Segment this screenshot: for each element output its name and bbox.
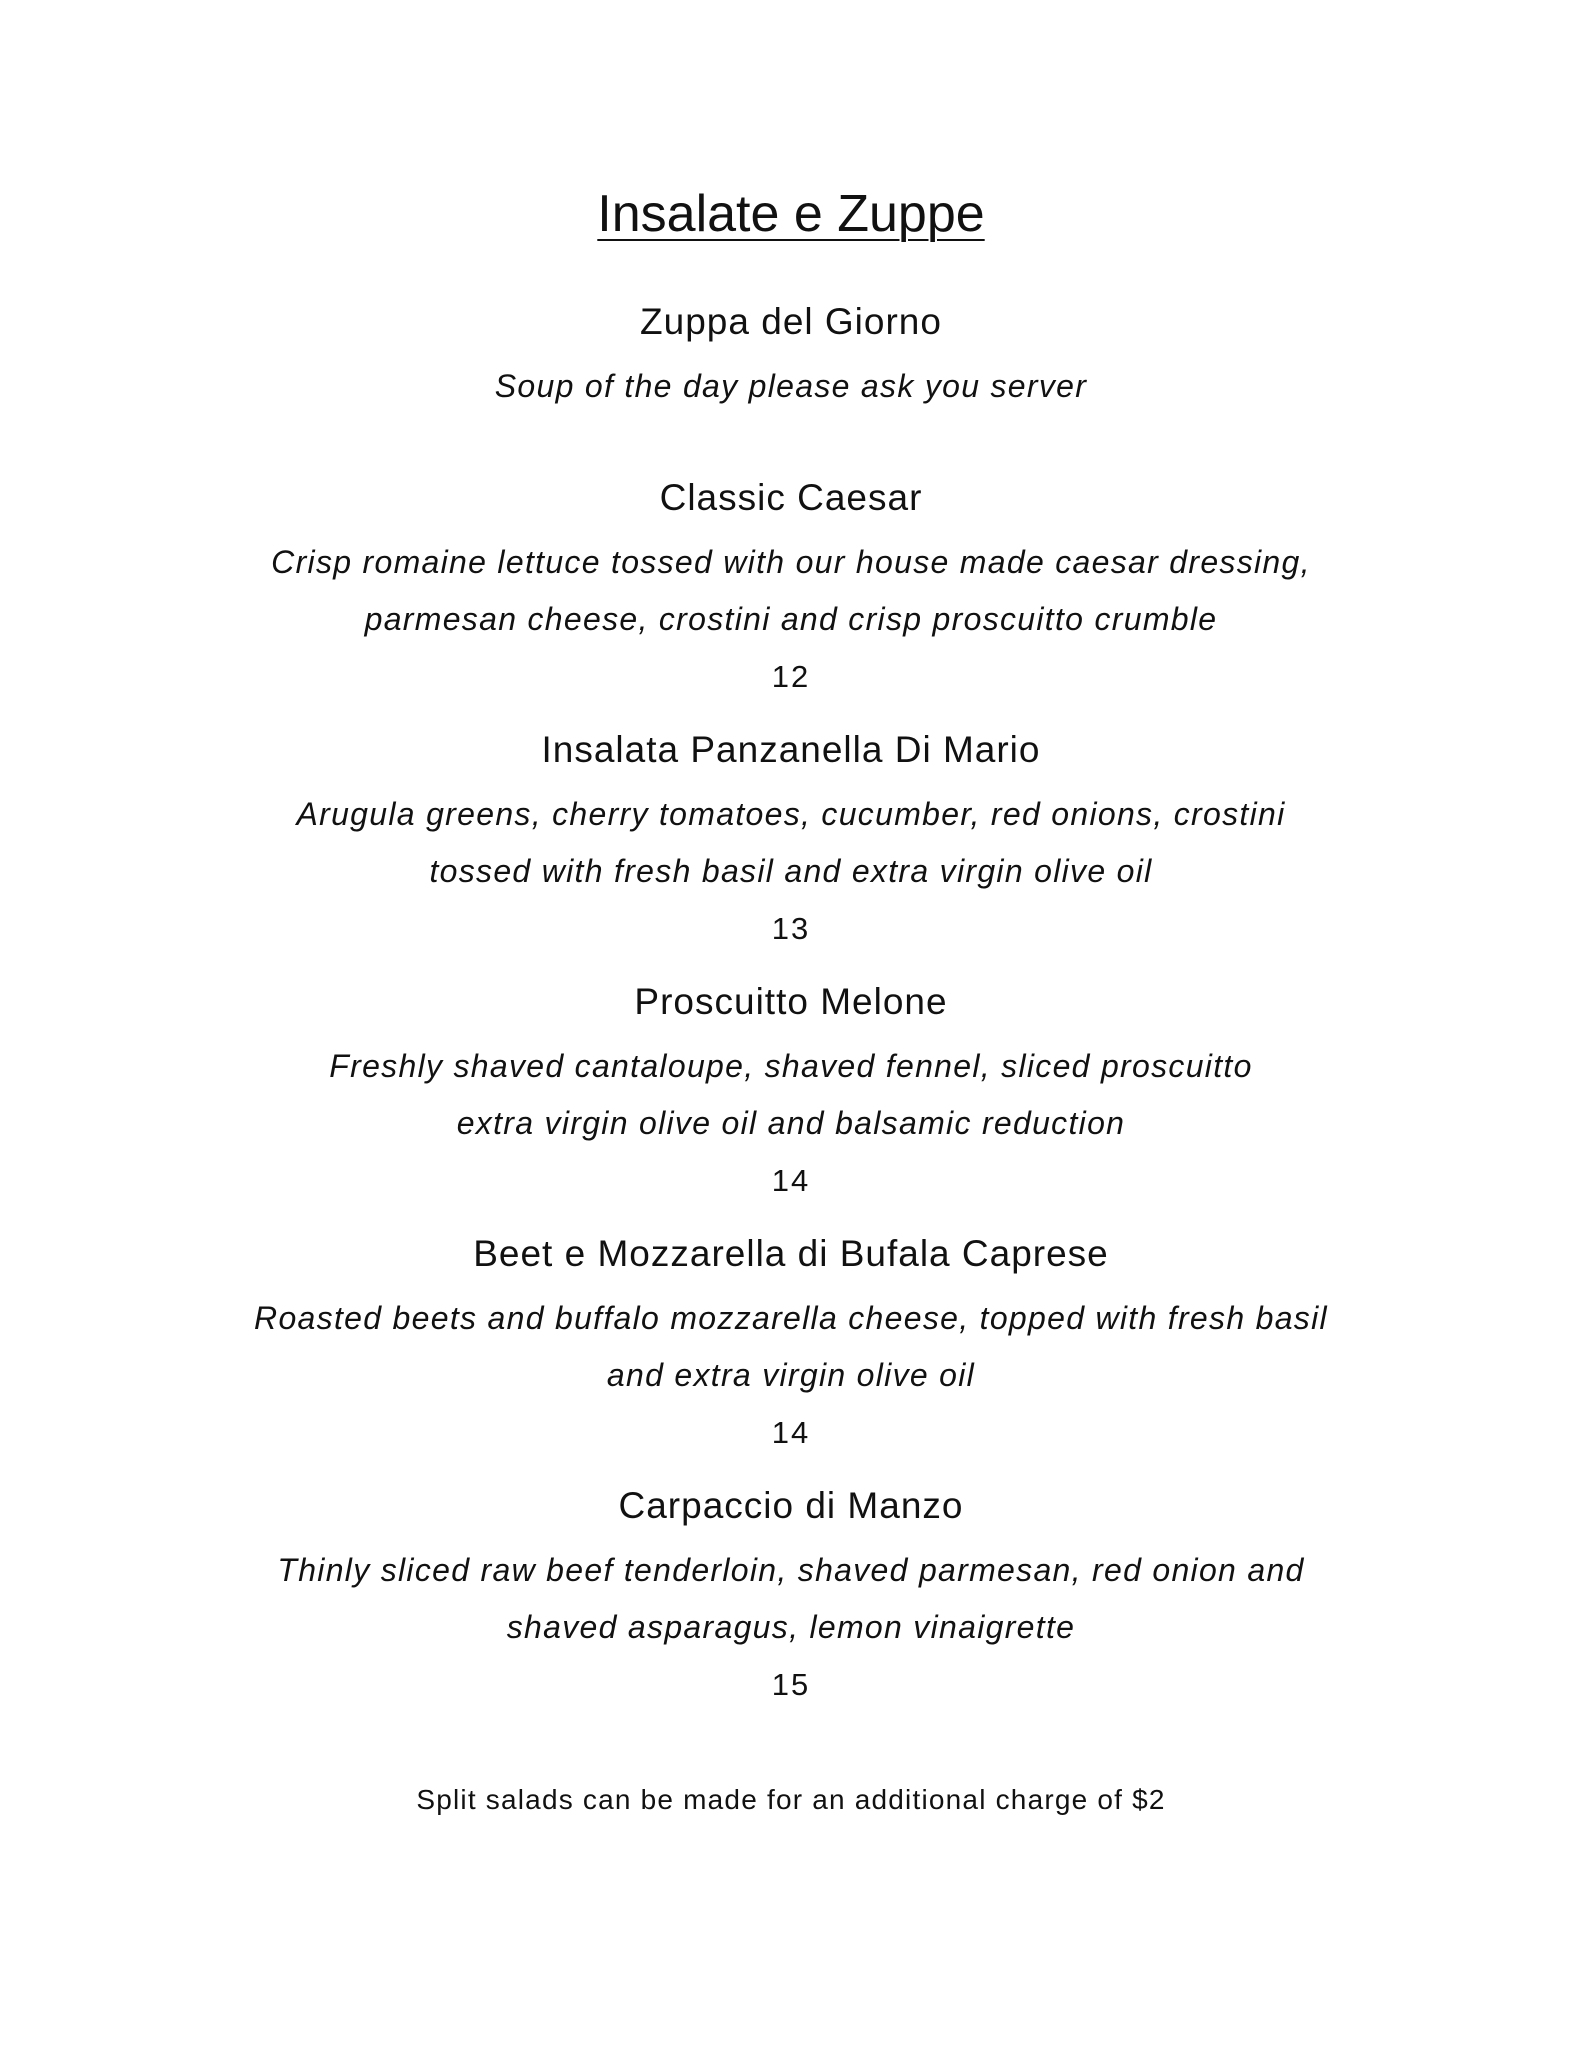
menu-item-description: Roasted beets and buffalo mozzarella cheese, topped with fresh basil — [254, 1300, 1328, 1336]
menu-item-name: Zuppa del Giorno — [640, 301, 942, 342]
menu-item-price: 13 — [771, 911, 811, 946]
menu-item-description: shaved asparagus, lemon vinaigrette — [506, 1609, 1076, 1645]
menu-item-description: Soup of the day please ask you server — [494, 368, 1088, 404]
menu-item-price: 15 — [771, 1667, 811, 1702]
menu-item-price: 14 — [771, 1415, 811, 1450]
menu-item-name: Beet e Mozzarella di Bufala Caprese — [473, 1233, 1109, 1274]
menu-item-insalata-panzanella — [0, 728, 1582, 957]
menu-item-carpaccio-di-manzo — [0, 1484, 1582, 1713]
menu-item-description: Arugula greens, cherry tomatoes, cucumber, red onions, crostini — [296, 796, 1286, 832]
menu-item-price: 14 — [771, 1163, 811, 1198]
menu-item-name: Insalata Panzanella Di Mario — [541, 729, 1041, 770]
menu-item-description: Thinly sliced raw beef tenderloin, shaved parmesan, red onion and — [277, 1552, 1305, 1588]
menu-section-title: Insalate e Zuppe — [597, 185, 985, 243]
menu-item-description: and extra virgin olive oil — [606, 1357, 976, 1393]
menu-item-description: Crisp romaine lettuce tossed with our house made caesar dressing, — [271, 544, 1311, 580]
menu-footnote: Split salads can be made for an additional charge of $2 — [416, 1784, 1166, 1815]
menu-item-zuppa-del-giorno — [0, 300, 1582, 415]
menu-item-description: tossed with fresh basil and extra virgin olive oil — [429, 853, 1153, 889]
menu-item-name: Classic Caesar — [659, 477, 923, 518]
menu-item-proscuitto-melone — [0, 980, 1582, 1209]
menu-item-beet-mozzarella-caprese — [0, 1232, 1582, 1461]
menu-item-description: parmesan cheese, crostini and crisp proscuitto crumble — [364, 601, 1218, 637]
menu-item-classic-caesar — [0, 476, 1582, 705]
menu-item-description: extra virgin olive oil and balsamic reduction — [456, 1105, 1126, 1141]
menu-item-name: Carpaccio di Manzo — [618, 1485, 964, 1526]
menu-item-name: Proscuitto Melone — [634, 981, 948, 1022]
menu-item-description: Freshly shaved cantaloupe, shaved fennel, sliced proscuitto — [329, 1048, 1253, 1084]
menu-item-price: 12 — [771, 659, 811, 694]
